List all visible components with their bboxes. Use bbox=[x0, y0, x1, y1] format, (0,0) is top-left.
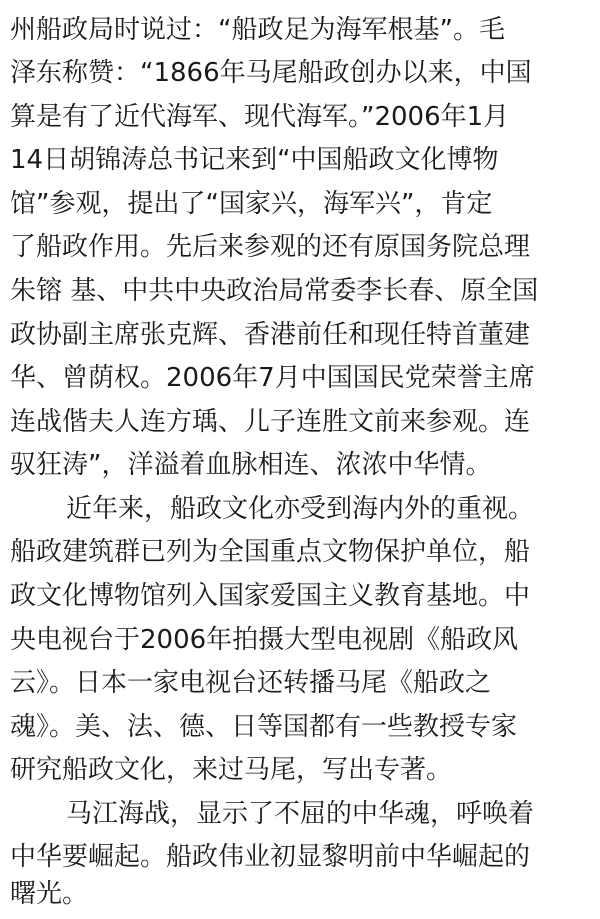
text-line-14: 政文化博物馆列入国家爱国主义教育基地。中 bbox=[10, 581, 531, 611]
text-line-5: 馆”参观，提出了“国家兴，海军兴”，肯定 bbox=[10, 189, 493, 219]
text-line-10: 连战偕夫人连方瑀、儿子连胜文前来参观。连 bbox=[10, 407, 531, 437]
text-line-3: 算是有了近代海军、现代海军。”2006年1月 bbox=[10, 102, 510, 132]
text-line-2: 泽东称赞：“1866年马尾船政创办以来，中国 bbox=[10, 58, 532, 88]
text-line-8: 政协副主席张克辉、香港前任和现任特首董建 bbox=[10, 320, 531, 350]
text-line-9: 华、曾荫权。2006年7月中国国民党荣誉主席 bbox=[10, 363, 535, 393]
text-line-12: 近年来，船政文化亦受到海内外的重视。 bbox=[66, 494, 535, 524]
text-line-20: 中华要崛起。船政伟业初显黎明前中华崛起的 bbox=[10, 842, 531, 872]
text-line-4: 14日胡锦涛总书记来到“中国船政文化博物 bbox=[10, 145, 499, 175]
text-line-19: 马江海战，显示了不屈的中华魂，呼唤着 bbox=[66, 799, 535, 829]
text-line-7: 朱镕 基、中共中央政治局常委李长春、原全国 bbox=[10, 276, 539, 306]
text-line-13: 船政建筑群已列为全国重点文物保护单位，船 bbox=[10, 537, 531, 567]
text-line-1: 州船政局时说过：“船政足为海军根基”。毛 bbox=[10, 15, 505, 45]
text-line-17: 魂》。美、法、德、日等国都有一些教授专家 bbox=[10, 712, 518, 742]
text-line-6: 了船政作用。先后来参观的还有原国务院总理 bbox=[10, 232, 531, 262]
text-line-11: 驭狂涛”，洋溢着血脉相连、浓浓中华情。 bbox=[10, 450, 492, 480]
text-line-21: 曙光。 bbox=[10, 879, 89, 909]
text-line-16: 云》。日本一家电视台还转播马尾《船政之 bbox=[10, 668, 492, 698]
text-line-15: 央电视台于2006年拍摄大型电视剧《船政风 bbox=[10, 625, 519, 655]
text-line-18: 研究船政文化，来过马尾，写出专著。 bbox=[10, 755, 453, 785]
